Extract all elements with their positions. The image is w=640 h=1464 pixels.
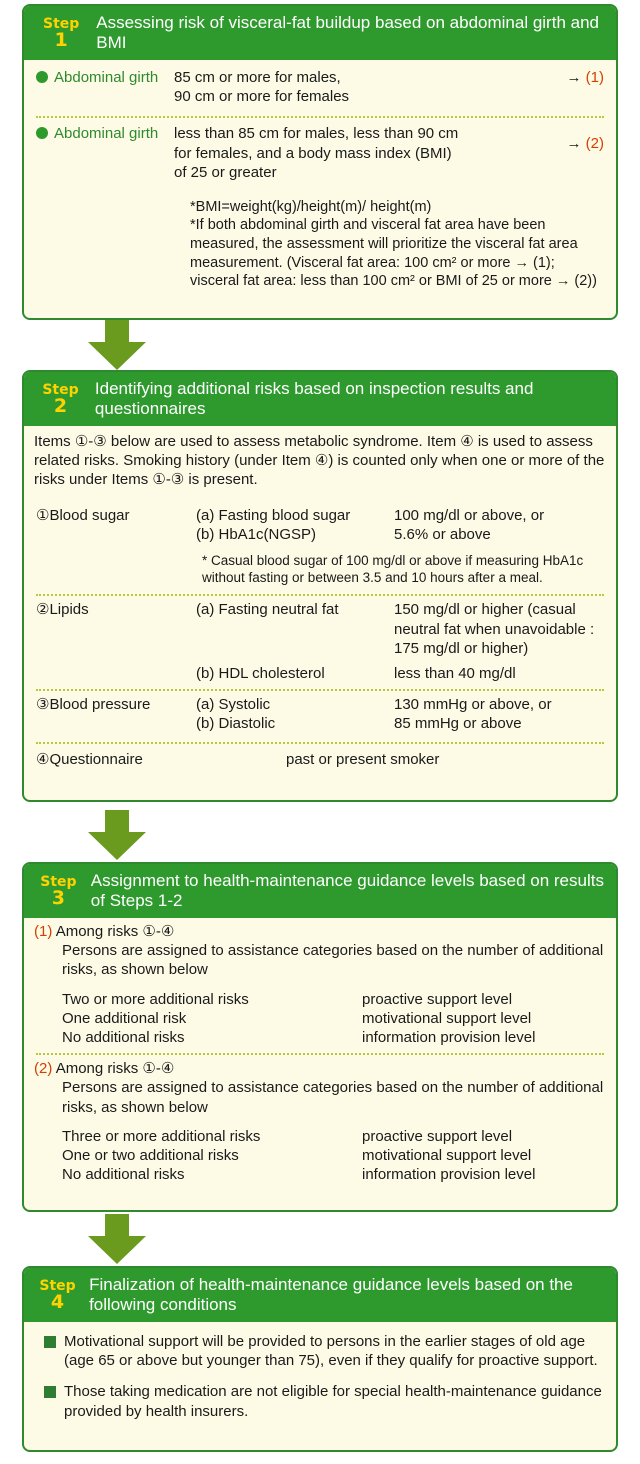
bullet-circle-icon [36,127,48,139]
girth-criteria: 85 cm or more for males, 90 cm or more for females [174,69,350,106]
step2-badge [36,383,85,416]
level-row: No additional risks information provision level [62,1028,536,1046]
risk-value: 150 mg/dl or higher (casual neutral fat when unavoidable : 175 mg/dl or higher) [394,601,595,657]
bullet-square-icon [44,1386,56,1398]
guidance-section-1 [24,918,616,1053]
risk-values: 100 mg/dl or above, or 5.6% or above [394,506,545,543]
level-row: No additional risks information provision level [62,1166,536,1184]
section-head: (2) Among risks ①-④ [34,1060,175,1078]
bmi-notes [24,188,616,299]
step1-header [24,6,616,60]
level-list [34,990,606,1048]
down-arrow-icon [88,810,146,860]
risk-label: ④Questionnaire [36,750,143,768]
right-arrow-icon: → [566,69,582,86]
step1-title: Assessing risk of visceral-fat buildup based on abdominal girth and BMI [96,12,599,52]
guidance-section-2 [24,1055,616,1190]
risk-value: past or present smoker [286,750,440,768]
step1-badge [36,17,86,50]
level-row: Three or more additional risks proactive support level [62,1127,513,1145]
step3-box [22,862,618,1212]
girth-row-2 [24,118,616,188]
step2-title: Identifying additional risks based on inspection results and questionnaires [94,378,534,418]
step2-box [22,370,618,802]
step3-badge [36,875,81,908]
section-desc: Persons are assigned to assistance categories based on the number of additional risks, as shown below [62,942,604,979]
risk-items: (a) Fasting blood sugar (b) HbA1c(NGSP) [196,506,351,543]
level-row: One or two additional risks motivational support level [62,1146,532,1164]
result-ref: → (1) [566,69,604,86]
risk-values: 130 mmHg or above, or 85 mmHg or above [394,696,552,733]
step4-box [22,1266,618,1452]
level-row: Two or more additional risks proactive support level [62,990,513,1008]
girth-row-1 [24,60,616,112]
step4-header [24,1268,616,1322]
lipids-row [24,596,616,662]
bmi-note: *BMI=weight(kg)/height(m)/ height(m) [190,198,432,215]
level-row: One additional risk motivational support level [62,1009,532,1027]
step-word: Step [40,873,77,890]
step-word: Step [39,1277,76,1294]
blood-pressure-row [24,691,616,741]
step-number: 4 [50,1290,65,1313]
questionnaire-row [24,744,616,773]
step-number: 3 [51,886,66,909]
step1-box [22,4,618,320]
step3-header [24,864,616,918]
lipids-row-b [24,662,616,689]
risk-item: (a) Fasting neutral fat [196,601,339,619]
step-number: 2 [53,394,68,417]
right-arrow-icon: → [566,135,582,153]
step4-badge [36,1279,79,1312]
section-desc: Persons are assigned to assistance categories based on the number of additional risks, as shown below [62,1079,604,1116]
step2-intro: Items ①-③ below are used to assess metabolic syndrome. Item ④ is used to assess related risks. Smoking history (under Item ④) is counted only when one or more of the risks under Items ①-③ is present. [34,433,605,489]
step-word: Step [42,15,80,32]
girth-criteria: less than 85 cm for males, less than 90 cm for females, and a body mass index (BMI) of 25 or greater [174,125,459,181]
blood-sugar-note: * Casual blood sugar of 100 mg/dl or above if measuring HbA1c without fasting or between 3.5 and 10 hours after a meal. [202,552,584,586]
level-list [34,1127,606,1185]
result-ref: → (2) [566,135,604,153]
step4-title: Finalization of health-maintenance guidance levels based on the following conditions [89,1274,573,1314]
priority-note: *If both abdominal girth and visceral fat area have been measured, the assessment will prioritize the visceral fat area measurement. (Visceral fat area: 100 cm² or more → (1); visceral fat area: less than 100 cm² or BMI of 25 or more → (2)) [190,217,597,290]
risk-label: ①Blood sugar [36,506,130,524]
section-head: (1) Among risks ①-④ [34,923,175,940]
step2-header [24,372,616,426]
risk-value: less than 40 mg/dl [394,665,516,683]
girth-label: Abdominal girth [36,68,174,106]
step-word: Step [42,381,79,398]
risk-label: ②Lipids [36,601,89,619]
down-arrow-icon [88,1214,146,1264]
bullet-circle-icon [36,71,48,83]
bullet-square-icon [44,1336,56,1348]
risk-label: ③Blood pressure [36,696,151,714]
blood-sugar-row [24,502,616,548]
girth-label: Abdominal girth [36,124,174,182]
step3-title: Assignment to health-maintenance guidance levels based on results of Steps 1-2 [90,870,604,910]
condition-item: Those taking medication are not eligible for special health-maintenance guidance provided by health insurers. [24,1382,616,1420]
risk-items: (a) Systolic (b) Diastolic [196,696,276,733]
condition-item: Motivational support will be provided to persons in the earlier stages of old age (age 65 or above but younger than 75), even if they qualify for proactive support. [24,1332,616,1370]
step-number: 1 [54,28,68,51]
down-arrow-icon [88,320,146,370]
risk-item: (b) HDL cholesterol [196,665,325,683]
